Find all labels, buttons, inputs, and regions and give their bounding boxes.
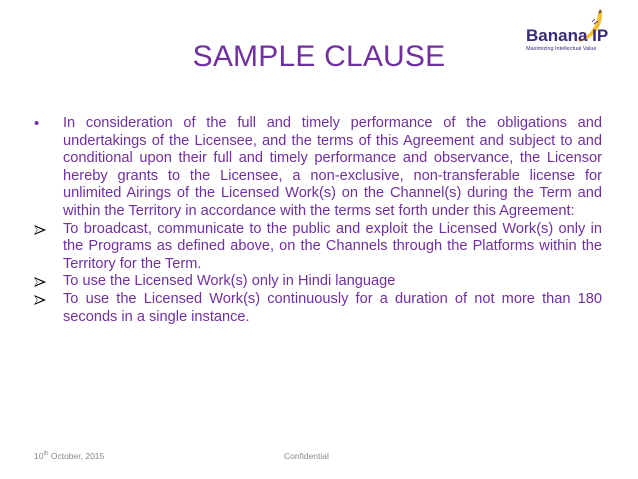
logo-tagline: Maximizing Intellectual Value xyxy=(526,46,597,52)
bullet-dot-icon: • xyxy=(34,115,40,132)
clause-item xyxy=(34,221,602,274)
logo-word-main: Banana xyxy=(526,26,588,45)
logo-word-ip: IP xyxy=(587,26,609,45)
arrow-checkmark-icon xyxy=(33,294,53,312)
clause-text: To broadcast, communicate to the public and exploit the Licensed Work(s) only in the Programs as defined above, on the Channels through the Platforms within the Territory for the Term. xyxy=(63,220,602,272)
clause-text: To use the Licensed Work(s) continuously for a duration of not more than 180 seconds in a single instance. xyxy=(63,290,602,325)
footer-date-day: 10 xyxy=(34,451,44,461)
clause-text: In consideration of the full and timely performance of the obligations and undertakings of the Licensee, and the terms of this Agreement and subject to and conditional upon their full and timely performance and observance, the Licensor hereby grants to the Licensee, a non-exclusive, non-transferable license for unlimited Airings of the Licensed Work(s) on the Channel(s) during the Term and within the Territory in accordance with the terms set forth under this Agreement: xyxy=(63,115,602,219)
clause-item xyxy=(34,291,602,326)
clause-text: To use the Licensed Work(s) only in Hindi language xyxy=(63,273,396,290)
footer-date-suffix: th xyxy=(43,451,49,458)
footer-date-rest: October, 2015 xyxy=(48,451,105,461)
slide-title: SAMPLE CLAUSE xyxy=(192,40,446,73)
arrow-checkmark-icon xyxy=(33,224,53,242)
clause-item xyxy=(34,273,602,291)
footer-confidential: Confidential xyxy=(284,451,329,461)
clause-item xyxy=(34,115,602,221)
footer-date xyxy=(34,451,104,461)
clause-body xyxy=(34,115,602,326)
